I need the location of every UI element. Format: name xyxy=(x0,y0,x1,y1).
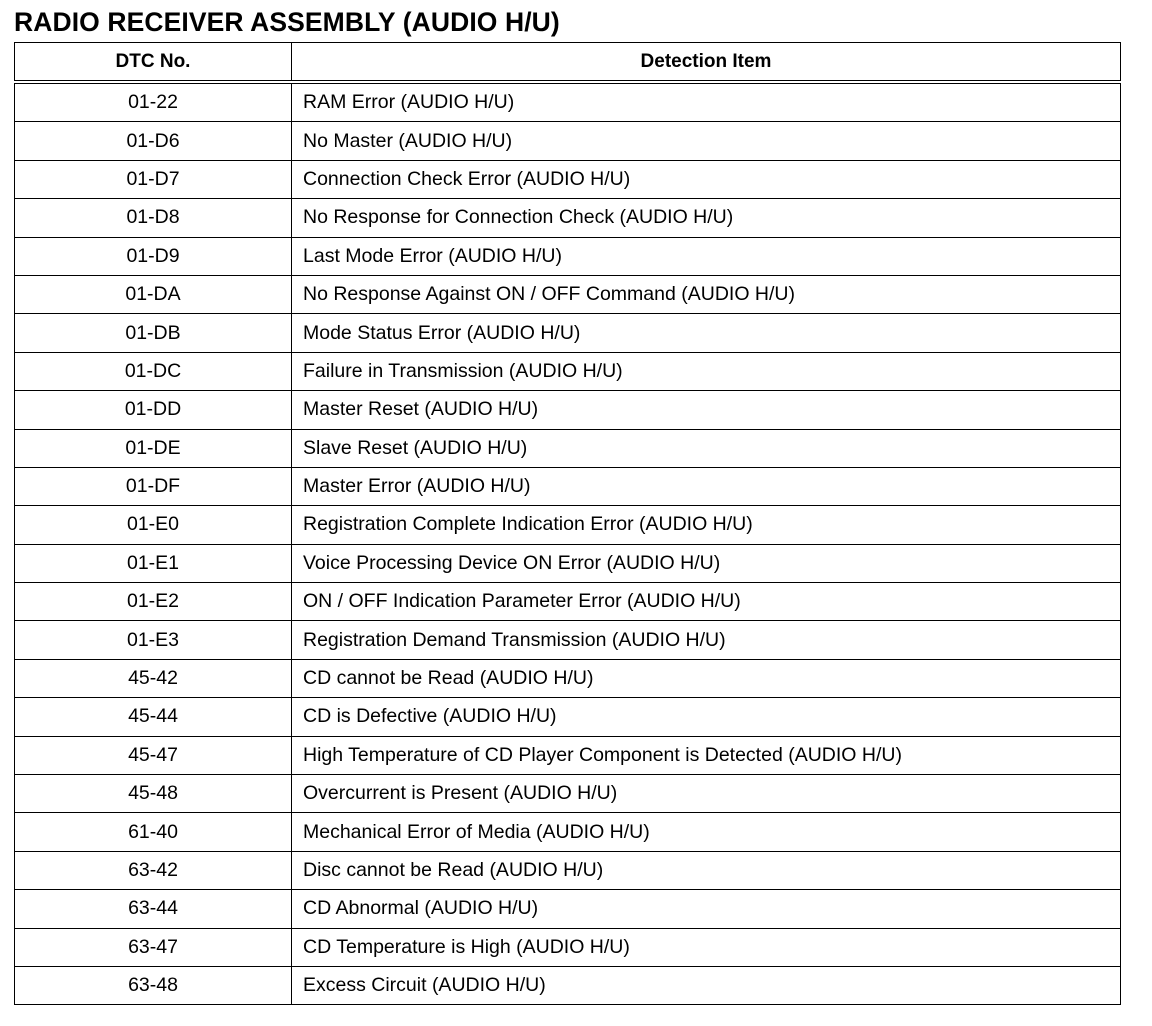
table-row xyxy=(15,199,1121,237)
table-header-row xyxy=(15,43,1121,83)
detection-item-cell: CD is Defective (AUDIO H/U) xyxy=(292,698,1121,736)
detection-item-cell: CD Abnormal (AUDIO H/U) xyxy=(292,890,1121,928)
detection-item-cell: No Response for Connection Check (AUDIO H/U) xyxy=(292,199,1121,237)
table-body xyxy=(15,82,1121,1005)
detection-item-cell: Registration Demand Transmission (AUDIO H/U) xyxy=(292,621,1121,659)
table-row xyxy=(15,659,1121,697)
dtc-code-cell: 63-48 xyxy=(15,966,292,1004)
dtc-code-cell: 63-44 xyxy=(15,890,292,928)
dtc-code-cell: 01-22 xyxy=(15,82,292,122)
table-row xyxy=(15,813,1121,851)
table-row xyxy=(15,314,1121,352)
detection-item-cell: CD Temperature is High (AUDIO H/U) xyxy=(292,928,1121,966)
detection-item-cell: CD cannot be Read (AUDIO H/U) xyxy=(292,659,1121,697)
dtc-code-cell: 01-D6 xyxy=(15,122,292,160)
dtc-code-cell: 01-D8 xyxy=(15,199,292,237)
table-row xyxy=(15,583,1121,621)
dtc-code-cell: 63-47 xyxy=(15,928,292,966)
table-row xyxy=(15,890,1121,928)
table-row xyxy=(15,467,1121,505)
dtc-code-cell: 01-DC xyxy=(15,352,292,390)
detection-item-cell: Master Error (AUDIO H/U) xyxy=(292,467,1121,505)
dtc-code-cell: 45-48 xyxy=(15,775,292,813)
detection-item-cell: High Temperature of CD Player Component is Detected (AUDIO H/U) xyxy=(292,736,1121,774)
dtc-code-cell: 01-E1 xyxy=(15,544,292,582)
detection-item-cell: Last Mode Error (AUDIO H/U) xyxy=(292,237,1121,275)
table-row xyxy=(15,966,1121,1004)
table-row xyxy=(15,391,1121,429)
dtc-code-cell: 61-40 xyxy=(15,813,292,851)
table-row xyxy=(15,736,1121,774)
dtc-code-cell: 01-DE xyxy=(15,429,292,467)
table-row xyxy=(15,928,1121,966)
dtc-code-cell: 01-E2 xyxy=(15,583,292,621)
table-row xyxy=(15,82,1121,122)
detection-item-cell: RAM Error (AUDIO H/U) xyxy=(292,82,1121,122)
table-row xyxy=(15,275,1121,313)
detection-item-cell: Failure in Transmission (AUDIO H/U) xyxy=(292,352,1121,390)
detection-item-cell: No Response Against ON / OFF Command (AUDIO H/U) xyxy=(292,275,1121,313)
detection-item-cell: No Master (AUDIO H/U) xyxy=(292,122,1121,160)
dtc-table xyxy=(14,42,1121,1005)
table-row xyxy=(15,506,1121,544)
dtc-code-cell: 45-42 xyxy=(15,659,292,697)
dtc-code-cell: 63-42 xyxy=(15,851,292,889)
dtc-code-cell: 01-DB xyxy=(15,314,292,352)
dtc-code-cell: 01-D9 xyxy=(15,237,292,275)
table-row xyxy=(15,621,1121,659)
dtc-code-cell: 01-DA xyxy=(15,275,292,313)
dtc-code-cell: 01-DF xyxy=(15,467,292,505)
detection-item-cell: ON / OFF Indication Parameter Error (AUDIO H/U) xyxy=(292,583,1121,621)
column-header-detection-item: Detection Item xyxy=(292,43,1121,83)
table-row xyxy=(15,237,1121,275)
dtc-code-cell: 45-44 xyxy=(15,698,292,736)
detection-item-cell: Excess Circuit (AUDIO H/U) xyxy=(292,966,1121,1004)
table-row xyxy=(15,352,1121,390)
detection-item-cell: Mode Status Error (AUDIO H/U) xyxy=(292,314,1121,352)
dtc-code-cell: 01-E0 xyxy=(15,506,292,544)
detection-item-cell: Master Reset (AUDIO H/U) xyxy=(292,391,1121,429)
detection-item-cell: Mechanical Error of Media (AUDIO H/U) xyxy=(292,813,1121,851)
detection-item-cell: Slave Reset (AUDIO H/U) xyxy=(292,429,1121,467)
dtc-code-cell: 01-DD xyxy=(15,391,292,429)
dtc-code-cell: 45-47 xyxy=(15,736,292,774)
dtc-code-cell: 01-E3 xyxy=(15,621,292,659)
page-title: RADIO RECEIVER ASSEMBLY (AUDIO H/U) xyxy=(14,7,560,37)
column-header-dtc-no: DTC No. xyxy=(15,43,292,83)
table-row xyxy=(15,698,1121,736)
table-row xyxy=(15,544,1121,582)
table-row xyxy=(15,160,1121,198)
table-row xyxy=(15,775,1121,813)
detection-item-cell: Overcurrent is Present (AUDIO H/U) xyxy=(292,775,1121,813)
detection-item-cell: Connection Check Error (AUDIO H/U) xyxy=(292,160,1121,198)
table-row xyxy=(15,851,1121,889)
table-row xyxy=(15,429,1121,467)
detection-item-cell: Voice Processing Device ON Error (AUDIO H/U) xyxy=(292,544,1121,582)
detection-item-cell: Registration Complete Indication Error (AUDIO H/U) xyxy=(292,506,1121,544)
dtc-code-cell: 01-D7 xyxy=(15,160,292,198)
table-row xyxy=(15,122,1121,160)
detection-item-cell: Disc cannot be Read (AUDIO H/U) xyxy=(292,851,1121,889)
